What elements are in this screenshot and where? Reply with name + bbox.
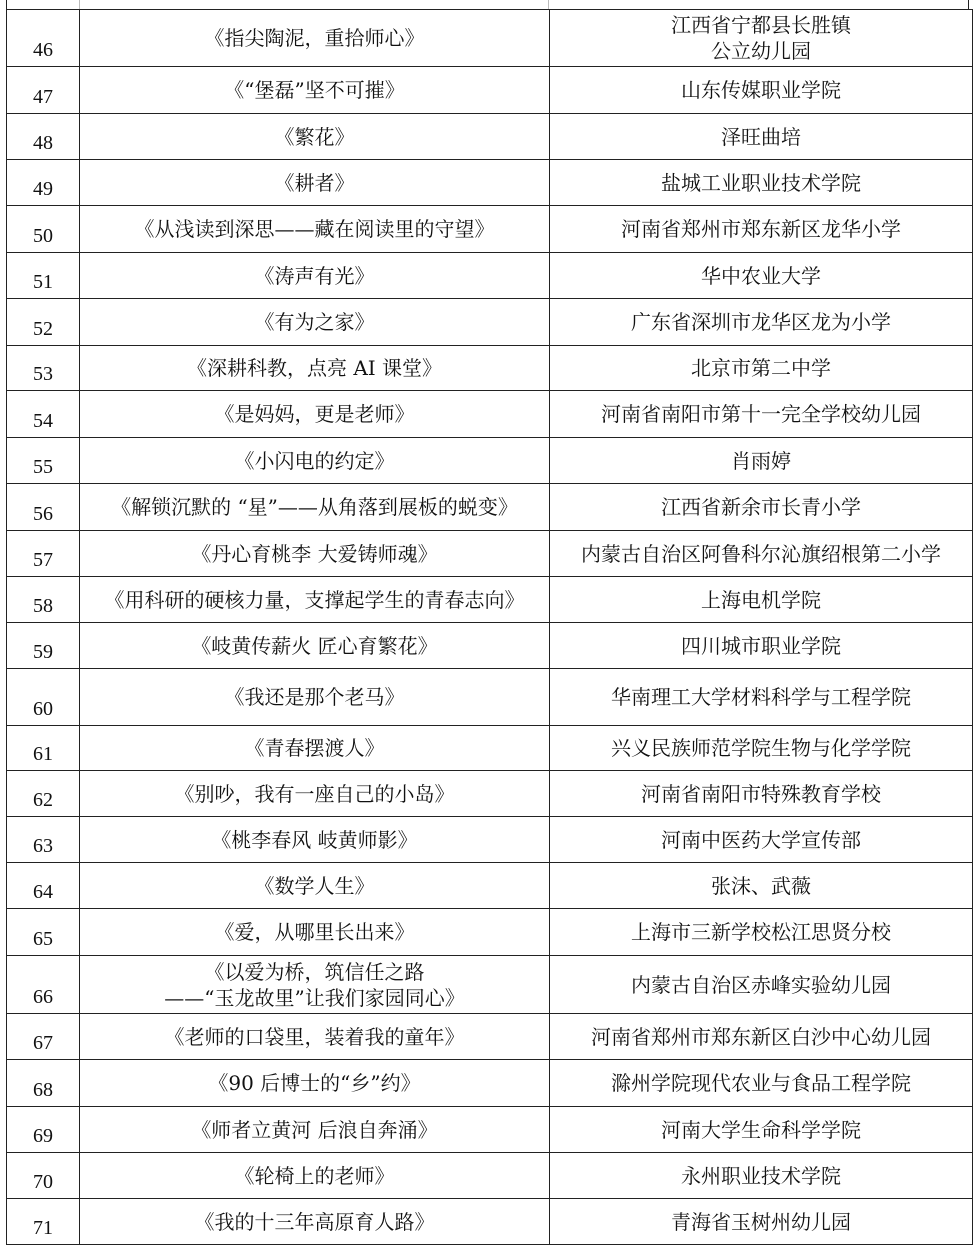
organization-cell [550, 391, 973, 438]
row-number: 46 [7, 10, 80, 67]
work-title: 《涛声有光》 [254, 263, 375, 288]
table-row [7, 577, 973, 623]
organization-cell [550, 206, 973, 253]
table-row [7, 1199, 973, 1245]
work-title-cell [80, 863, 550, 909]
organization-name: 上海电机学院 [701, 587, 821, 612]
work-title: 《别吵，我有一座自己的小岛》 [174, 781, 455, 806]
organization-cell [550, 531, 973, 577]
work-title-cell [80, 771, 550, 817]
organization-name: 内蒙古自治区赤峰实验幼儿园 [631, 972, 891, 997]
work-title-cell [80, 531, 550, 577]
column-divider [79, 0, 80, 9]
organization-name: 泽旺曲培 [721, 124, 801, 149]
organization-cell [550, 346, 973, 391]
work-title-cell [80, 438, 550, 484]
organization-name: 内蒙古自治区阿鲁科尔沁旗绍根第二小学 [581, 541, 941, 566]
organization-cell [550, 114, 973, 160]
table-row [7, 346, 973, 391]
work-title-cell [80, 391, 550, 438]
organization-cell [550, 771, 973, 817]
award-list-table [6, 9, 973, 1245]
organization-name: 华南理工大学材料科学与工程学院 [611, 685, 911, 709]
work-title: 《用科研的硬核力量，支撑起学生的青春志向》 [104, 587, 525, 612]
row-number: 61 [7, 726, 80, 771]
row-number: 54 [7, 391, 80, 438]
row-number: 49 [7, 160, 80, 206]
work-title-cell [80, 1153, 550, 1199]
work-title-cell [80, 817, 550, 863]
organization-name: 兴义民族师范学院生物与化学学院 [611, 736, 911, 760]
row-number: 68 [7, 1060, 80, 1107]
table-row [7, 726, 973, 771]
organization-name: 广东省深圳市龙华区龙为小学 [631, 310, 891, 334]
work-title: 《深耕科教，点亮 AI 课堂》 [186, 356, 443, 380]
table-row [7, 1014, 973, 1060]
organization-name: 上海市三新学校松江思贤分校 [631, 920, 891, 944]
table-row [7, 956, 973, 1014]
work-title: 《桃李春风 岐黄师影》 [211, 827, 418, 852]
table-row [7, 909, 973, 956]
work-title: 《小闪电的约定》 [234, 448, 395, 473]
row-number: 69 [7, 1107, 80, 1153]
row-number: 59 [7, 623, 80, 669]
row-number: 63 [7, 817, 80, 863]
work-title-cell [80, 669, 550, 726]
organization-name: 江西省新余市长青小学 [661, 495, 861, 519]
row-number: 64 [7, 863, 80, 909]
row-number: 70 [7, 1153, 80, 1199]
organization-cell [550, 67, 973, 114]
row-number: 60 [7, 669, 80, 726]
organization-name: 河南大学生命科学学院 [661, 1117, 861, 1142]
work-title: 《轮椅上的老师》 [234, 1163, 395, 1188]
organization-name: 华中农业大学 [701, 263, 821, 288]
work-title: 《老师的口袋里，装着我的童年》 [164, 1024, 465, 1049]
table-row [7, 1107, 973, 1153]
row-number: 52 [7, 299, 80, 346]
organization-name: 张沫、武薇 [711, 873, 811, 898]
organization-name: 山东传媒职业学院 [681, 78, 841, 102]
work-title: 《有为之家》 [254, 310, 375, 334]
table-row [7, 1060, 973, 1107]
table-row [7, 438, 973, 484]
work-title-cell [80, 10, 550, 67]
row-number: 50 [7, 206, 80, 253]
work-title-cell [80, 1107, 550, 1153]
work-title: 《师者立黄河 后浪自奔涌》 [191, 1117, 438, 1142]
organization-cell [550, 438, 973, 484]
organization-cell [550, 956, 973, 1014]
organization-name: 河南省郑州市郑东新区龙华小学 [621, 217, 901, 241]
work-title: 《数学人生》 [254, 873, 375, 898]
table-row [7, 253, 973, 299]
table-row [7, 10, 973, 67]
work-title: 《岐黄传薪火 匠心育繁花》 [191, 633, 438, 658]
table-row [7, 299, 973, 346]
organization-name: 河南省南阳市特殊教育学校 [641, 781, 881, 806]
row-number: 66 [7, 956, 80, 1014]
work-title: 《我的十三年高原育人路》 [194, 1209, 435, 1234]
organization-cell [550, 863, 973, 909]
row-number: 57 [7, 531, 80, 577]
table-row [7, 771, 973, 817]
organization-name: 盐城工业职业技术学院 [661, 170, 861, 195]
organization-cell [550, 577, 973, 623]
table-row [7, 1153, 973, 1199]
organization-name: 河南省郑州市郑东新区白沙中心幼儿园 [591, 1024, 931, 1049]
column-divider [548, 0, 549, 9]
work-title: 《90 后博士的“乡”约》 [208, 1071, 421, 1095]
organization-cell [550, 1060, 973, 1107]
table-row [7, 817, 973, 863]
work-title: 《爱，从哪里长出来》 [214, 920, 415, 944]
table-row [7, 206, 973, 253]
work-title: 《青春摆渡人》 [244, 736, 385, 760]
organization-name: 公立幼儿园 [711, 39, 811, 63]
organization-cell [550, 623, 973, 669]
row-number: 71 [7, 1199, 80, 1245]
work-title-cell [80, 1060, 550, 1107]
work-title-cell [80, 160, 550, 206]
work-title-cell [80, 484, 550, 531]
work-title-cell [80, 206, 550, 253]
work-title: 《繁花》 [274, 124, 355, 149]
work-title-cell [80, 726, 550, 771]
table-row [7, 391, 973, 438]
row-number: 47 [7, 67, 80, 114]
organization-cell [550, 299, 973, 346]
row-number: 62 [7, 771, 80, 817]
work-title-cell [80, 577, 550, 623]
work-title: 《从浅读到深思——藏在阅读里的守望》 [134, 217, 495, 241]
organization-cell [550, 1014, 973, 1060]
organization-cell [550, 484, 973, 531]
organization-name: 肖雨婷 [731, 448, 791, 473]
table-row [7, 160, 973, 206]
work-title: 《解锁沉默的 “星”——从角落到展板的蜕变》 [111, 495, 518, 519]
organization-cell [550, 1199, 973, 1245]
row-number: 48 [7, 114, 80, 160]
work-title: 《“堡磊”坚不可摧》 [224, 78, 405, 102]
row-number: 67 [7, 1014, 80, 1060]
organization-cell [550, 726, 973, 771]
work-title: 《耕者》 [274, 170, 355, 195]
organization-name: 四川城市职业学院 [681, 633, 841, 658]
work-title-cell [80, 114, 550, 160]
row-number: 56 [7, 484, 80, 531]
organization-name: 永州职业技术学院 [681, 1163, 841, 1188]
organization-cell [550, 1153, 973, 1199]
organization-cell [550, 669, 973, 726]
organization-cell [550, 817, 973, 863]
work-title: ——“玉龙故里”让我们家园同心》 [164, 985, 465, 1010]
row-number: 65 [7, 909, 80, 956]
table-row [7, 531, 973, 577]
organization-cell [550, 909, 973, 956]
organization-cell [550, 253, 973, 299]
work-title-cell [80, 1014, 550, 1060]
work-title-cell [80, 67, 550, 114]
work-title: 《是妈妈，更是老师》 [214, 402, 415, 426]
work-title-cell [80, 623, 550, 669]
organization-name: 河南中医药大学宣传部 [661, 827, 861, 852]
organization-name: 滁州学院现代农业与食品工程学院 [611, 1071, 911, 1095]
row-number: 55 [7, 438, 80, 484]
work-title: 《以爱为桥，筑信任之路 [204, 959, 425, 984]
organization-cell [550, 1107, 973, 1153]
organization-cell [550, 160, 973, 206]
organization-name: 江西省宁都县长胜镇 [671, 13, 851, 37]
table-row [7, 114, 973, 160]
work-title: 《丹心育桃李 大爱铸师魂》 [191, 541, 438, 566]
row-number: 53 [7, 346, 80, 391]
work-title-cell [80, 956, 550, 1014]
table-row [7, 67, 973, 114]
work-title-cell [80, 253, 550, 299]
table-row [7, 623, 973, 669]
work-title-cell [80, 346, 550, 391]
organization-cell [550, 10, 973, 67]
work-title: 《指尖陶泥，重拾师心》 [204, 26, 425, 50]
row-number: 58 [7, 577, 80, 623]
table-row [7, 863, 973, 909]
work-title-cell [80, 909, 550, 956]
table-top-edge [6, 0, 969, 9]
work-title-cell [80, 299, 550, 346]
row-number: 51 [7, 253, 80, 299]
organization-name: 北京市第二中学 [691, 356, 831, 380]
table-row [7, 669, 973, 726]
organization-name: 河南省南阳市第十一完全学校幼儿园 [601, 402, 921, 426]
table-body [7, 10, 973, 1245]
work-title: 《我还是那个老马》 [224, 685, 405, 709]
organization-name: 青海省玉树州幼儿园 [671, 1209, 851, 1234]
work-title-cell [80, 1199, 550, 1245]
table-row [7, 484, 973, 531]
